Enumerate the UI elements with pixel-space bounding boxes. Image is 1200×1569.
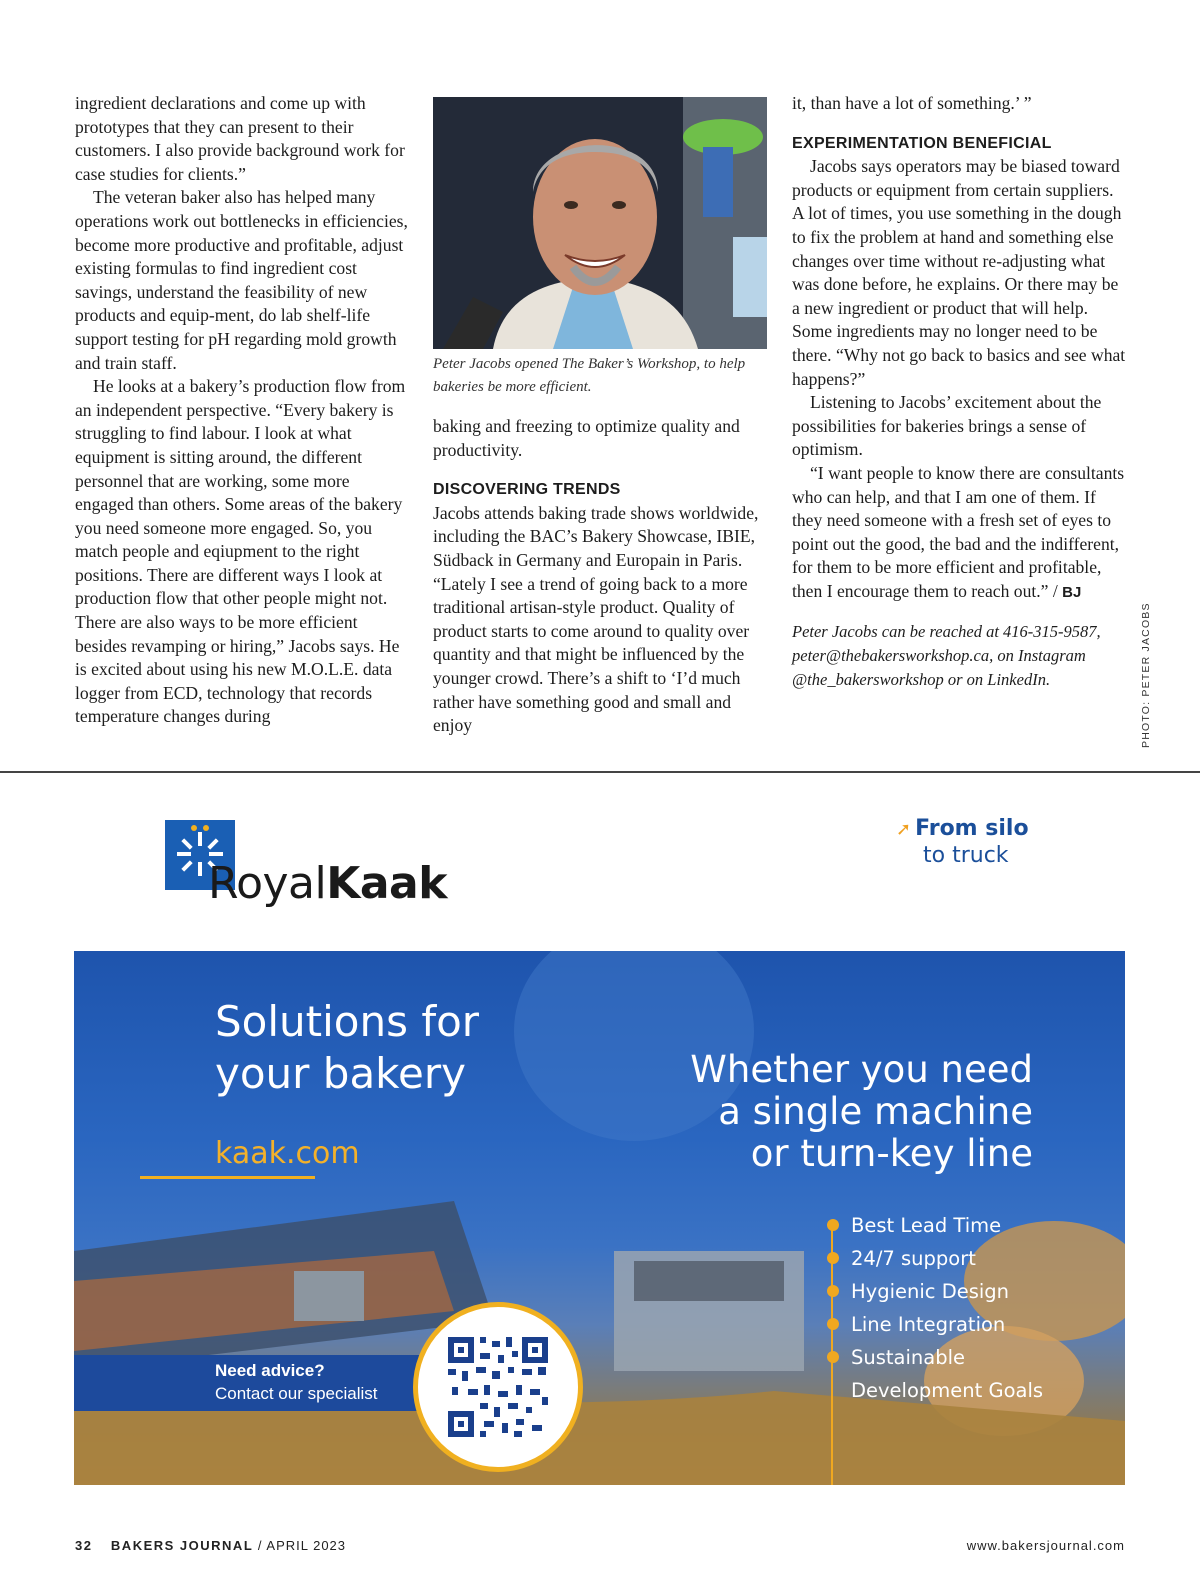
ad-right-headline (690, 1049, 1033, 1175)
arrow-up-right-icon: ➚ (896, 819, 912, 840)
section-heading: EXPERIMENTATION BENEFICIAL (792, 134, 1052, 152)
bullet-icon (827, 1351, 839, 1363)
paragraph: baking and freezing to optimize quality and productivity. (433, 416, 740, 460)
paragraph: Listening to Jacobs’ excitement about the possibilities for bakeries brings a sense of optimism. (792, 392, 1102, 460)
paragraph: Jacobs attends baking trade shows worldwide, including the BAC’s Bakery Showcase, IBIE, Südback in Germany and Europain in Paris. “Lately I see a trend of going back to a more traditional artisan-style product. Quality of product starts to come around to quality over quantity and that might be influenced by the younger crowd. There’s a shift to ‘I’d much rather have something good and small and enjoy (433, 502, 759, 736)
kaak-advertisement[interactable] (74, 951, 1125, 1485)
royal-kaak-logo (162, 818, 462, 918)
footer-left (75, 1538, 346, 1553)
article-column-2 (433, 92, 769, 738)
article-column-3 (792, 92, 1128, 691)
paragraph: The veteran baker also has helped many operations work out bottlenecks in efficiencies, become more productive and profitable, adjust existing formulas to find ingredient cost savings, understand the feasibility of new products and equip-ment, do lab shelf-life support testing for pH regarding mold growth and train staff. (75, 187, 408, 373)
ad-divider (140, 1176, 315, 1179)
right-line-2: a single machine (718, 1090, 1033, 1133)
ad-url-link[interactable]: kaak.com (215, 1136, 360, 1171)
advice-subtitle: Contact our specialist (215, 1384, 378, 1403)
right-line-3: or turn-key line (750, 1132, 1033, 1175)
logo-text (208, 858, 447, 909)
photo-caption: Peter Jacobs opened The Baker’s Workshop, to help bakeries be more efficient. (433, 356, 746, 395)
footer-website[interactable]: www.bakersjournal.com (966, 1538, 1125, 1553)
feature-item: Development Goals (851, 1379, 1044, 1402)
bullet-icon (827, 1219, 839, 1231)
contact-info: Peter Jacobs can be reached at 416-315-9587, peter@thebakersworkshop.ca, on Instagram @the_bakersworkshop or on LinkedIn. (792, 622, 1101, 689)
feature-item: Hygienic Design (829, 1275, 1043, 1308)
feature-item: Sustainable (829, 1341, 1043, 1374)
magazine-name: BAKERS JOURNAL (110, 1538, 254, 1553)
article-column-1 (75, 92, 411, 729)
bullet-icon (827, 1252, 839, 1264)
slogan-line-2: to truck (923, 843, 1009, 868)
qr-code-icon[interactable] (413, 1302, 583, 1472)
quote-text: “I want people to know there are consultants who can help, and that I am one of them. If they need someone with a fresh set of eyes to point out the good, the bad and the indifferent, for them to be more efficient and profitable, then I encourage them to reach out.” / (792, 462, 1125, 601)
slogan-line-1: From silo (915, 816, 1029, 841)
paragraph (792, 462, 1128, 605)
portrait-illustration (433, 97, 767, 349)
paragraph: ingredient declarations and come up with prototypes that they can present to their customers. I also provide background work for case studies for clients.” (75, 93, 405, 184)
signoff: BJ (1062, 583, 1082, 601)
logo-light: Royal (208, 858, 327, 909)
feature-item: 24/7 support (829, 1242, 1043, 1275)
page-number: 32 (75, 1538, 93, 1553)
contact-specialist-box[interactable] (74, 1355, 424, 1411)
paragraph: it, than have a lot of something.’ ” (792, 93, 1032, 113)
photo-credit: PHOTO: PETER JACOBS (1140, 602, 1152, 748)
paragraph: He looks at a bakery’s production flow from an independent perspective. “Every bakery is struggling to find labour. I look at what equipment is sitting around, the different personnel that are working, some more engaged than others. Some areas of the bakery you need someone more engaged. So, you match people and eqiupment to the right positions. There are different ways I look at production flow that other people might not. There are also ways to be more efficient besides revamping or hiring,” Jacobs says. He is excited about using his new M.O.L.E. data logger from ECD, technology that records temperature changes during (75, 376, 406, 727)
issue-date: / APRIL 2023 (257, 1538, 347, 1553)
right-line-1: Whether you need (690, 1048, 1033, 1091)
paragraph: Jacobs says operators may be biased toward products or equipment from certain suppliers. A lot of times, you use something in the dough to fix the problem at hand and something else changes over time without re-adjusting what was done before, he explains. Or there may be a new ingredient or product that will help. Some ingredients may no longer need to be there. “Why not go back to basics and see what happens?” (792, 156, 1126, 389)
ad-slogan (896, 816, 1029, 869)
portrait-photo (433, 97, 767, 349)
headline-line-1: Solutions for (215, 997, 480, 1046)
section-heading: DISCOVERING TRENDS (433, 481, 621, 499)
bullet-icon (827, 1285, 839, 1297)
logo-bold: Kaak (326, 858, 447, 909)
feature-list (829, 1209, 1043, 1407)
advice-title: Need advice? (215, 1361, 325, 1380)
headline-line-2: your bakery (215, 1049, 466, 1098)
feature-item: Best Lead Time (829, 1209, 1043, 1242)
bullet-icon (827, 1318, 839, 1330)
ad-headline (215, 996, 479, 1100)
feature-item: Line Integration (829, 1308, 1043, 1341)
divider (0, 771, 1200, 773)
